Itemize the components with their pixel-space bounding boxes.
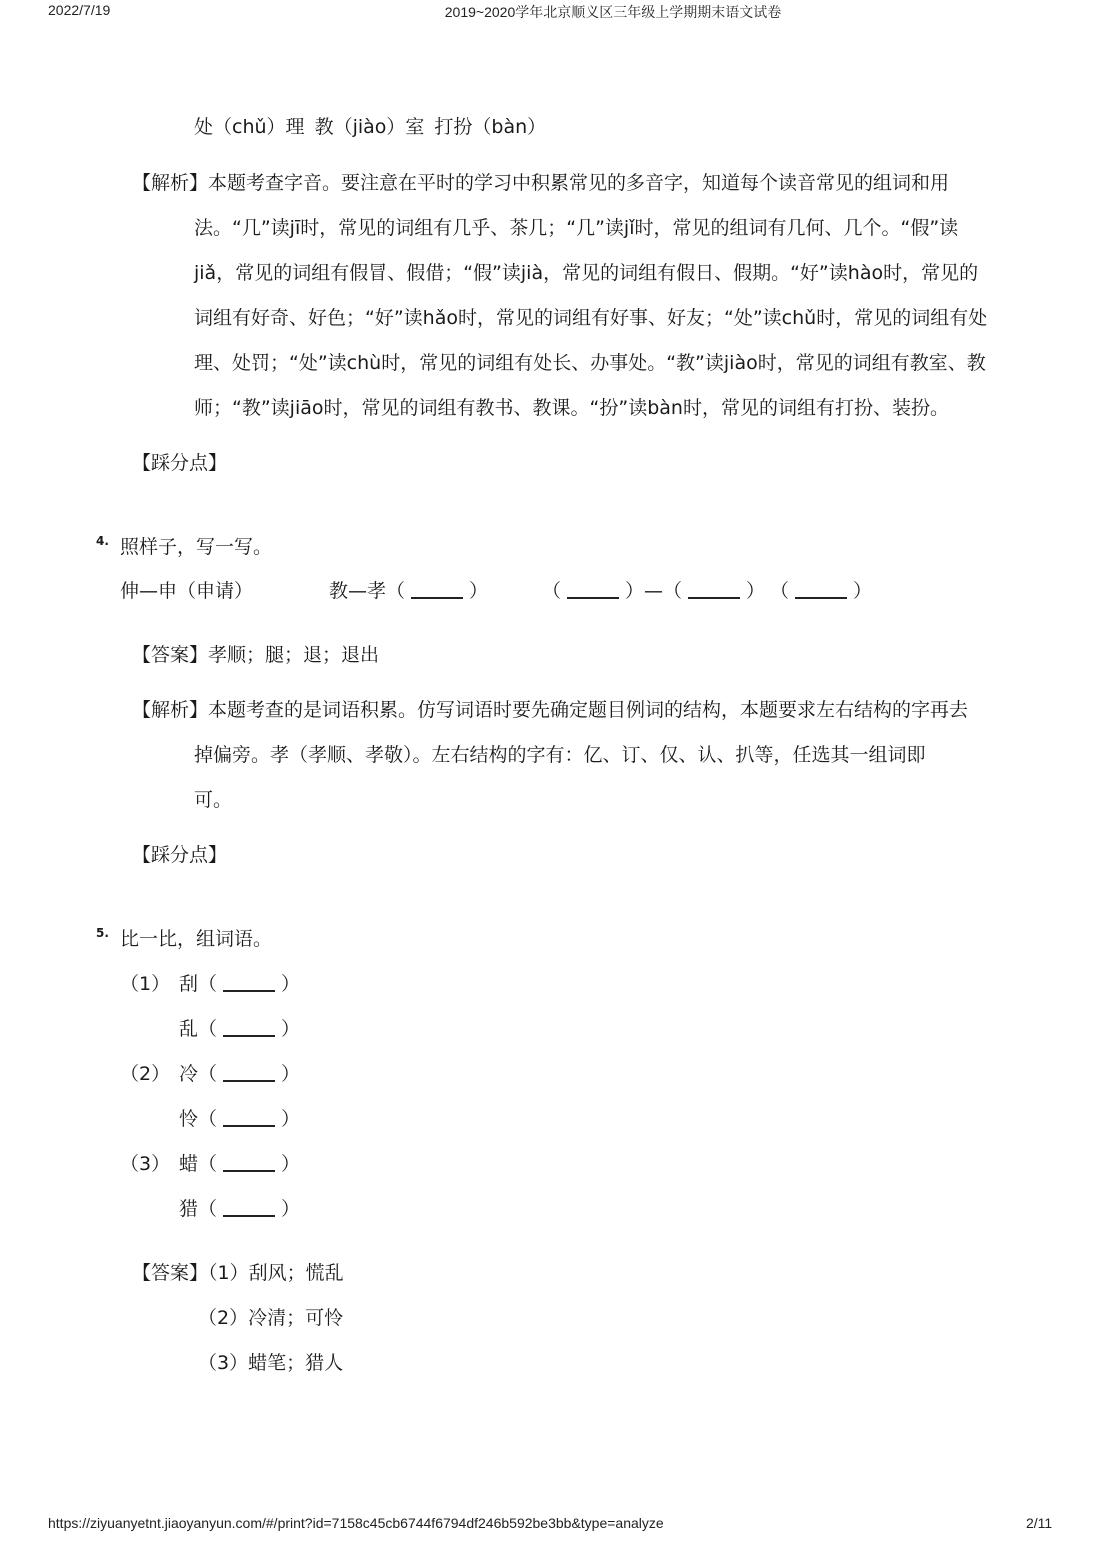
answer-blank[interactable]	[795, 595, 847, 599]
q5-answer-1	[132, 1264, 344, 1283]
char: 冷	[179, 1063, 199, 1085]
answer-label: 【答案】	[132, 644, 209, 666]
q5-item	[179, 1065, 300, 1084]
paren-close: ）	[853, 580, 873, 602]
paren-open: （	[542, 580, 562, 602]
page-number: 2/11	[1026, 1515, 1053, 1531]
q4-item2-text: 教—孝（	[329, 580, 406, 602]
q4-item-3	[542, 582, 765, 601]
q3-analysis	[132, 161, 1006, 431]
paren-close: ）	[625, 580, 645, 602]
q5-item	[179, 1110, 300, 1129]
paren-close: ）	[281, 973, 301, 995]
answer-blank[interactable]	[688, 595, 740, 599]
analysis-line: 本题考查的是词语积累。仿写词语时要先确定题目例词的结构，本题要求左右结构的字再去	[208, 699, 969, 721]
q5-item	[179, 1020, 300, 1039]
paren-open: （	[770, 580, 790, 602]
analysis-line: 可。	[194, 789, 233, 811]
answer-blank[interactable]	[223, 1078, 275, 1082]
page-url: https://ziyuanyetnt.jiaoyanyun.com/#/print?id=7158c45cb6744f6794df246b592be3bb&type=analyze	[48, 1515, 664, 1531]
answer-num: （2）	[198, 1307, 249, 1329]
q5-number: 5.	[96, 926, 109, 940]
paren-close: ）	[281, 1108, 301, 1130]
paren-open: （	[198, 1063, 218, 1085]
q5-group-3-label: （3）	[120, 1153, 171, 1175]
answer-text: 冷清；可怜	[248, 1307, 344, 1329]
q4-example: 伸—申（申请）	[120, 580, 254, 602]
dash: —	[644, 580, 664, 602]
answer-blank[interactable]	[223, 1168, 275, 1172]
paren-open: （	[198, 1018, 218, 1040]
analysis-label: 【解析】	[132, 172, 209, 194]
document-title: 2019~2020学年北京顺义区三年级上学期期末语文试卷	[444, 4, 782, 20]
paren-open: （	[198, 973, 218, 995]
paren-open: （	[198, 1153, 218, 1175]
paren-open: （	[663, 580, 683, 602]
answer-blank[interactable]	[411, 595, 463, 599]
char: 乱	[179, 1018, 199, 1040]
analysis-line: 理、处罚；“处”读chù时，常见的词组有处长、办事处。“教”读jiào时，常见的词组有教室、教	[194, 352, 986, 374]
paren-close: ）	[746, 580, 766, 602]
answer-text: 孝顺；腿；退；退出	[208, 644, 380, 666]
char: 猎	[179, 1198, 199, 1220]
char: 蜡	[179, 1153, 199, 1175]
q5-group-2-label: （2）	[120, 1063, 171, 1085]
analysis-line: 词组有好奇、好色；“好”读hǎo时，常见的词组有好事、好友；“处”读chǔ时，常见的词组有处	[194, 307, 988, 329]
paren-close: ）	[281, 1018, 301, 1040]
paren-close: ）	[469, 580, 489, 602]
q5-answer-3	[198, 1354, 343, 1373]
answer-blank[interactable]	[223, 1033, 275, 1037]
paren-close: ）	[281, 1198, 301, 1220]
analysis-line: jiǎ，常见的词组有假冒、假借；“假”读jià，常见的词组有假日、假期。“好”读hào时，常见的	[194, 262, 979, 284]
answer-num: （1）	[208, 1262, 249, 1284]
char: 怜	[179, 1108, 199, 1130]
q4-answer	[132, 646, 379, 665]
q3-points-label: 【踩分点】	[132, 452, 228, 474]
answer-blank[interactable]	[223, 1213, 275, 1217]
analysis-line: 师；“教”读jiāo时，常见的词组有教书、教课。“扮”读bàn时，常见的词组有打扮、装扮。	[194, 397, 949, 419]
analysis-line: 掉偏旁。孝（孝顺、孝敬）。左右结构的字有：亿、订、仅、认、扒等，任选其一组词即	[194, 744, 926, 766]
analysis-label: 【解析】	[132, 699, 209, 721]
q4-points-label: 【踩分点】	[132, 844, 228, 866]
q5-item	[179, 1155, 300, 1174]
q4-item-2	[329, 582, 488, 601]
answer-num: （3）	[198, 1352, 249, 1374]
char: 刮	[179, 973, 199, 995]
q4-item-4	[770, 582, 872, 601]
q5-answer-2	[198, 1309, 343, 1328]
answer-text: 蜡笔；猎人	[248, 1352, 344, 1374]
q5-prompt: 比一比，组词语。	[120, 928, 273, 950]
answer-blank[interactable]	[223, 988, 275, 992]
paren-open: （	[198, 1198, 218, 1220]
q4-number: 4.	[96, 534, 109, 548]
print-date: 2022/7/19	[48, 2, 111, 18]
analysis-line: 本题考查字音。要注意在平时的学习中积累常见的多音字，知道每个读音常见的组词和用	[208, 172, 950, 194]
answer-text: 刮风；慌乱	[248, 1262, 344, 1284]
q5-group-1-label: （1）	[120, 973, 171, 995]
answer-blank[interactable]	[223, 1123, 275, 1127]
q4-analysis	[132, 688, 1006, 823]
q5-item	[179, 975, 300, 994]
q4-prompt: 照样子，写一写。	[120, 536, 273, 558]
paren-open: （	[198, 1108, 218, 1130]
paren-close: ）	[281, 1153, 301, 1175]
analysis-line: 法。“几”读jī时，常见的词组有几乎、茶几；“几”读jǐ时，常见的组词有几何、几个。“假”读	[194, 217, 959, 239]
paren-close: ）	[281, 1063, 301, 1085]
q3-answer-tail: 处（chǔ）理 教（jiào）室 打扮（bàn）	[194, 116, 547, 138]
answer-label: 【答案】	[132, 1262, 209, 1284]
answer-blank[interactable]	[567, 595, 619, 599]
q5-item	[179, 1200, 300, 1219]
